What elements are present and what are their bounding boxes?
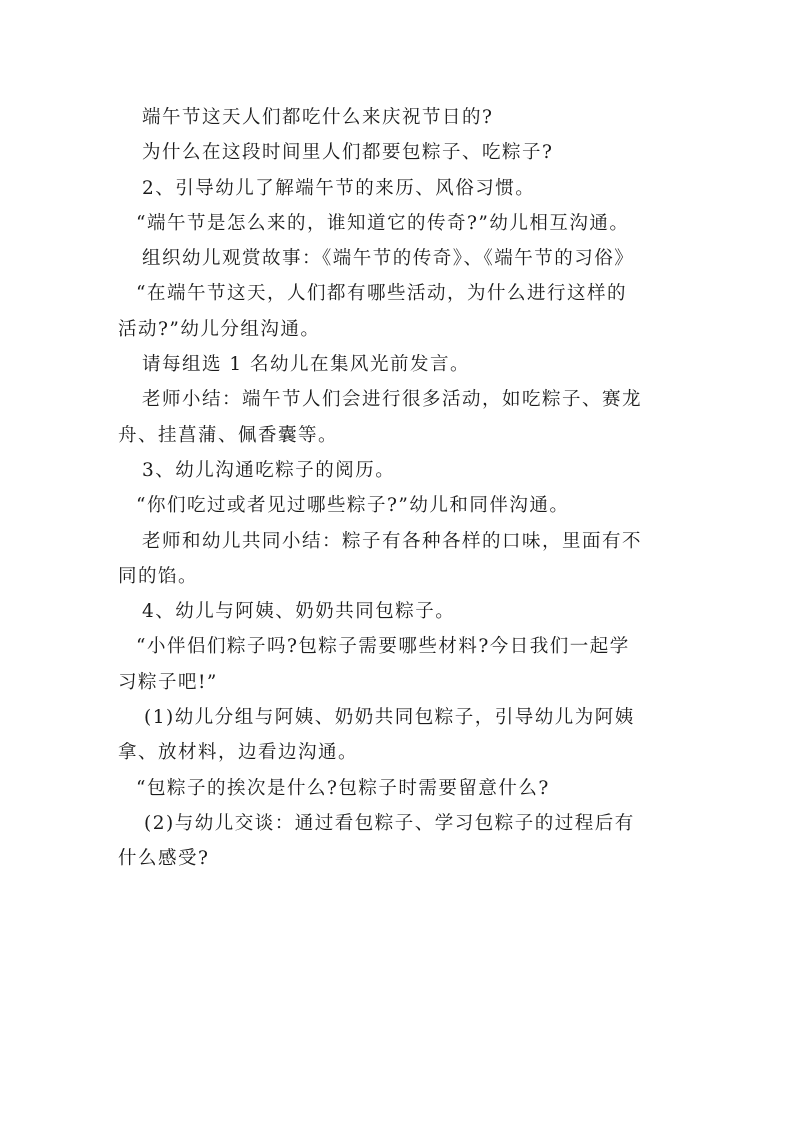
text-line-17: 习粽子吧!”	[118, 671, 218, 693]
text-line-18: (1)幼儿分组与阿姨、奶奶共同包粽子，引导幼儿为阿姨	[144, 707, 635, 729]
text-line-20: “包粽子的挨次是什么?包粽子时需要留意什么?	[136, 777, 550, 799]
text-line-6: “在端午节这天，人们都有哪些活动，为什么进行这样的	[136, 283, 627, 305]
text-line-14: 同的馅。	[118, 565, 199, 587]
text-line-7: 活动?”幼儿分组沟通。	[118, 318, 321, 340]
text-line-19: 拿、放材料，边看边沟通。	[118, 742, 359, 764]
text-line-15: 4、幼儿与阿姨、奶奶共同包粽子。	[142, 601, 456, 623]
text-line-9: 老师小结：端午节人们会进行很多活动，如吃粽子、赛龙	[142, 389, 643, 411]
text-line-21: (2)与幼儿交谈：通过看包粽子、学习包粽子的过程后有	[144, 812, 635, 834]
text-line-3: 2、引导幼儿了解端午节的来历、风俗习惯。	[142, 177, 536, 199]
text-line-2: 为什么在这段时间里人们都要包粽子、吃粽子?	[142, 142, 554, 164]
text-line-22: 什么感受?	[118, 848, 210, 870]
text-line-16: “小伴侣们粽子吗?包粽子需要哪些材料?今日我们一起学	[136, 636, 630, 658]
text-line-8: 请每组选 1 名幼儿在集风光前发言。	[142, 354, 471, 376]
text-line-12: “你们吃过或者见过哪些粽子?”幼儿和同伴沟通。	[136, 495, 570, 517]
text-line-4: “端午节是怎么来的，谁知道它的传奇?”幼儿相互沟通。	[136, 212, 630, 234]
text-line-10: 舟、挂菖蒲、佩香囊等。	[118, 424, 339, 446]
text-line-1: 端午节这天人们都吃什么来庆祝节日的?	[142, 107, 494, 128]
text-line-5: 组织幼儿观赏故事：《端午节的传奇》、《端午节的习俗》	[142, 248, 635, 270]
document-body	[118, 100, 678, 877]
text-line-13: 老师和幼儿共同小结：粽子有各种各样的口味，里面有不	[142, 530, 643, 552]
text-line-11: 3、幼儿沟通吃粽子的阅历。	[142, 459, 396, 481]
